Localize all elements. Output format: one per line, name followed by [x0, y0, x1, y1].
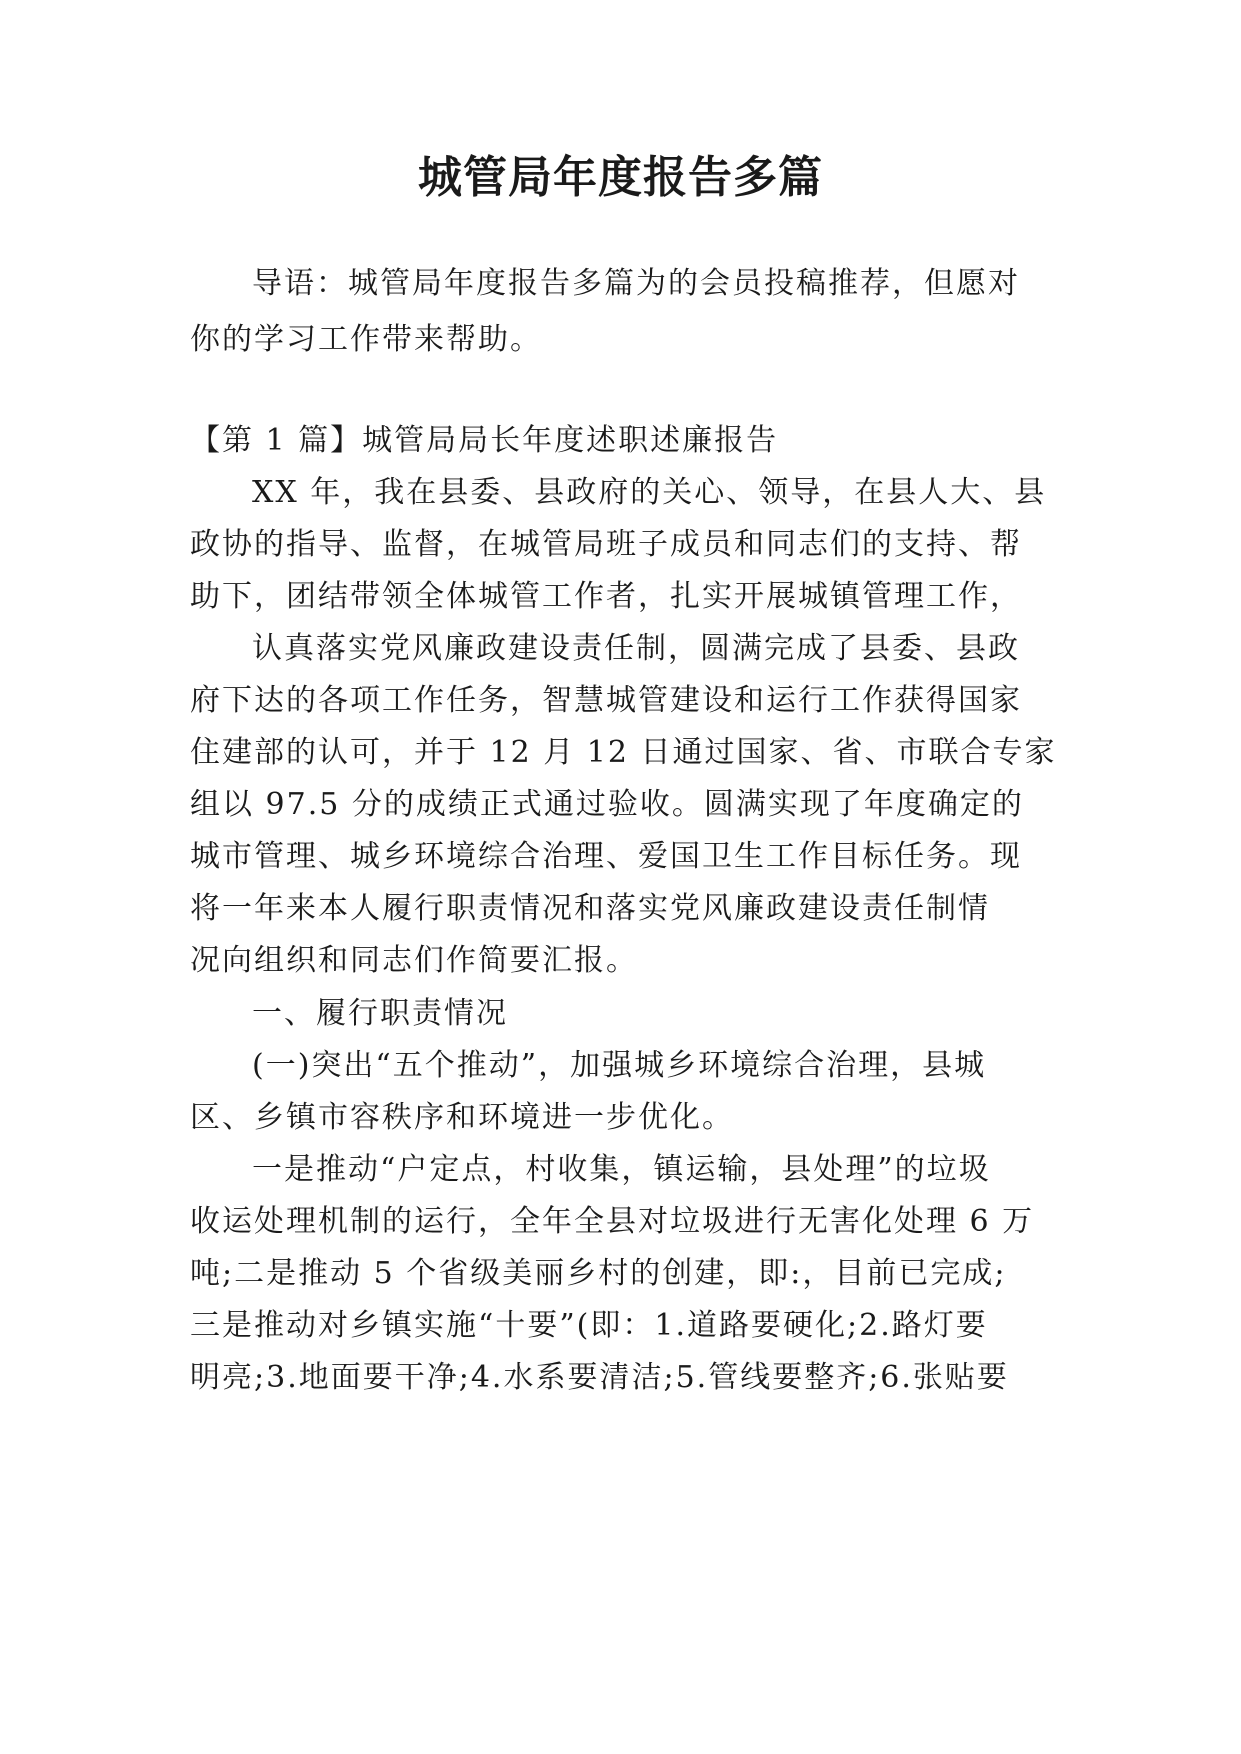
paragraph-line: 况向组织和同志们作简要汇报。	[190, 943, 638, 978]
paragraph-line: XX 年，我在县委、县政府的关心、领导，在县人大、县	[252, 475, 1047, 510]
paragraph-line: 城市管理、城乡环境综合治理、爱国卫生工作目标任务。现	[190, 839, 1022, 874]
paragraph-line: 助下，团结带领全体城管工作者，扎实开展城镇管理工作，	[190, 579, 1022, 614]
paragraph-line: 一是推动“户定点，村收集，镇运输，县处理”的垃圾	[252, 1152, 991, 1187]
paragraph-line: 区、乡镇市容秩序和环境进一步优化。	[190, 1100, 734, 1135]
section-heading-1: 【第 1 篇】城管局局长年度述职述廉报告	[190, 423, 779, 458]
paragraph-line: 收运处理机制的运行，全年全县对垃圾进行无害化处理 6 万	[190, 1204, 1035, 1239]
paragraph-line: 府下达的各项工作任务，智慧城管建设和运行工作获得国家	[190, 683, 1022, 718]
paragraph-line: 住建部的认可，并于 12 月 12 日通过国家、省、市联合专家	[190, 735, 1057, 770]
paragraph-line: 认真落实党风廉政建设责任制，圆满完成了县委、县政	[252, 631, 1020, 666]
paragraph-line: 吨;二是推动 5 个省级美丽乡村的创建，即:，目前已完成;	[190, 1256, 1007, 1291]
intro-line-1: 导语：城管局年度报告多篇为的会员投稿推荐，但愿对	[252, 266, 1020, 301]
paragraph-line: 明亮;3.地面要干净;4.水系要清洁;5.管线要整齐;6.张贴要	[190, 1360, 1009, 1395]
paragraph-line: 将一年来本人履行职责情况和落实党风廉政建设责任制情	[190, 891, 990, 926]
paragraph-line: (一)突出“五个推动”，加强城乡环境综合治理，县城	[252, 1048, 987, 1083]
intro-line-2: 你的学习工作带来帮助。	[190, 322, 542, 357]
subsection-heading: 一、履行职责情况	[252, 996, 508, 1031]
paragraph-line: 政协的指导、监督，在城管局班子成员和同志们的支持、帮	[190, 527, 1022, 562]
paragraph-line: 三是推动对乡镇实施“十要”(即：1.道路要硬化;2.路灯要	[190, 1308, 988, 1343]
document-title: 城管局年度报告多篇	[418, 152, 823, 203]
paragraph-line: 组以 97.5 分的成绩正式通过验收。圆满实现了年度确定的	[190, 787, 1024, 822]
